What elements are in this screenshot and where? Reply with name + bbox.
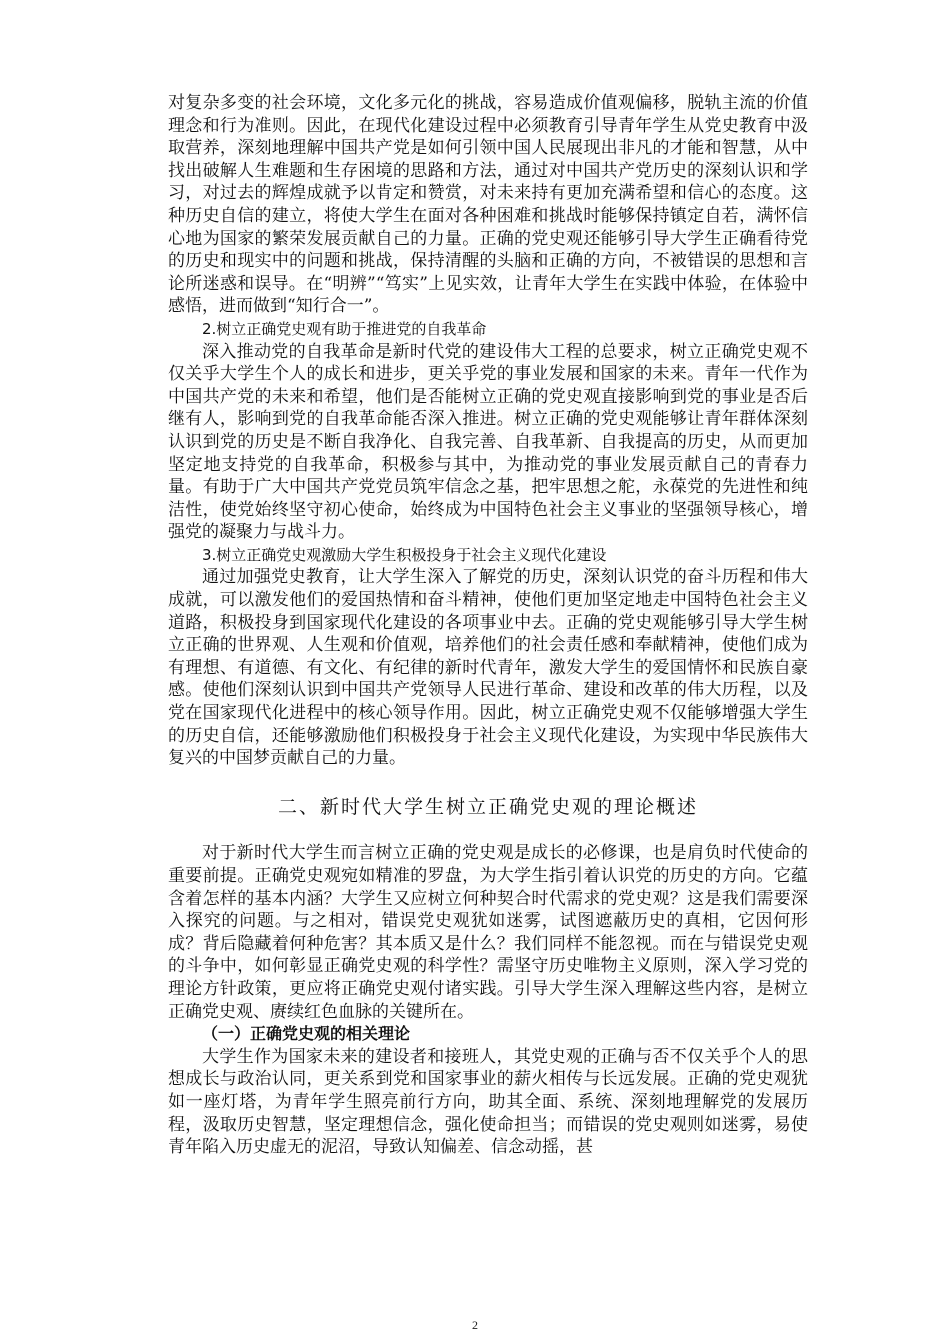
paragraph-2: 深入推动党的自我革命是新时代党的建设伟大工程的总要求，树立正确党史观不仅关乎大学生个人的成长和进步，更关乎党的事业发展和国家的未来。青年一代作为中国共产党的未来和希望，他们是否能树立正确的党史观直接影响到党的事业是否后继有人，影响到党的自我革命能否深入推进。树立正确的党史观能够让青年群体深刻认识到党的历史是不断自我净化、自我完善、自我革新、自我提高的历史，从而更加坚定地支持党的自我革命，积极参与其中，为推动党的事业发展贡献自己的青春力量。有助于广大中国共产党党员筑牢信念之基，把牢思想之舵，永葆党的先进性和纯洁性，使党始终坚守初心使命，始终成为中国特色社会主义事业的坚强领导核心，增强党的凝聚力与战斗力。: [168, 341, 808, 543]
paragraph-4: 对于新时代大学生而言树立正确的党史观是成长的必修课，也是肩负时代使命的重要前提。正确党史观宛如精准的罗盘，为大学生指引着认识党的历史的方向。它蕴含着怎样的基本内涵？大学生又应树立何种契合时代需求的党史观？这是我们需要深入探究的问题。与之相对，错误党史观犹如迷雾，试图遮蔽历史的真相，它因何形成？背后隐藏着何种危害？其本质又是什么？我们同样不能忽视。而在与错误党史观的斗争中，如何彰显正确党史观的科学性？需坚守历史唯物主义原则，深入学习党的理论方针政策，更应将正确党史观付诸实践。引导大学生深入理解这些内容，是树立正确党史观、赓续红色血脉的关键所在。: [168, 843, 808, 1022]
paragraph-1: 对复杂多变的社会环境，文化多元化的挑战，容易造成价值观偏移，脱轨主流的价值理念和行为准则。因此，在现代化建设过程中必须教育引导青年学生从党史教育中汲取营养，深刻地理解中国共产党是如何引领中国人民展现出非凡的才能和智慧，从中找出破解人生难题和生存困境的思路和方法，通过对中国共产党历史的深刻认识和学习，对过去的辉煌成就予以肯定和赞赏，对未来持有更加充满希望和信心的态度。这种历史自信的建立，将使大学生在面对各种困难和挑战时能够保持镇定自若，满怀信心地为国家的繁荣发展贡献自己的力量。正确的党史观还能够引导大学生正确看待党的历史和现实中的问题和挑战，保持清醒的头脑和正确的方向，不被错误的思想和言论所迷惑和误导。在“明辨”“笃实”上见实效，让青年大学生在实践中体验，在体验中感悟，进而做到“知行合一”。: [168, 93, 808, 317]
subheading-3: 3.树立正确党史观激励大学生积极投身于社会主义现代化建设: [202, 545, 607, 564]
subsection-heading: （一）正确党史观的相关理论: [202, 1024, 411, 1044]
paragraph-3: 通过加强党史教育，让大学生深入了解党的历史，深刻认识党的奋斗历程和伟大成就，可以激发他们的爱国热情和奋斗精神，使他们更加坚定地走中国特色社会主义道路，积极投身到国家现代化建设的各项事业中去。正确的党史观能够引导大学生树立正确的世界观、人生观和价值观，培养他们的社会责任感和奉献精神，使他们成为有理想、有道德、有文化、有纪律的新时代青年，激发大学生的爱国情怀和民族自豪感。使他们深刻认识到中国共产党领导人民进行革命、建设和改革的伟大历程，以及党在国家现代化进程中的核心领导作用。因此，树立正确党史观不仅能够增强大学生的历史自信，还能够激励他们积极投身于社会主义现代化建设，为实现中华民族伟大复兴的中国梦贡献自己的力量。: [168, 567, 808, 769]
paragraph-5: 大学生作为国家未来的建设者和接班人，其党史观的正确与否不仅关乎个人的思想成长与政治认同，更关系到党和国家事业的薪火相传与长远发展。正确的党史观犹如一座灯塔，为青年学生照亮前行方向，助其全面、系统、深刻地理解党的发展历程，汲取历史智慧，坚定理想信念，强化使命担当；而错误的党史观则如迷雾，易使青年陷入历史虚无的泥沼，导致认知偏差、信念动摇，甚: [168, 1046, 808, 1158]
page-number: 2: [472, 1318, 478, 1332]
section-heading: 二、新时代大学生树立正确党史观的理论概述: [277, 795, 698, 818]
document-body: [168, 92, 808, 1159]
subheading-2: 2.树立正确党史观有助于推进党的自我革命: [202, 319, 487, 338]
